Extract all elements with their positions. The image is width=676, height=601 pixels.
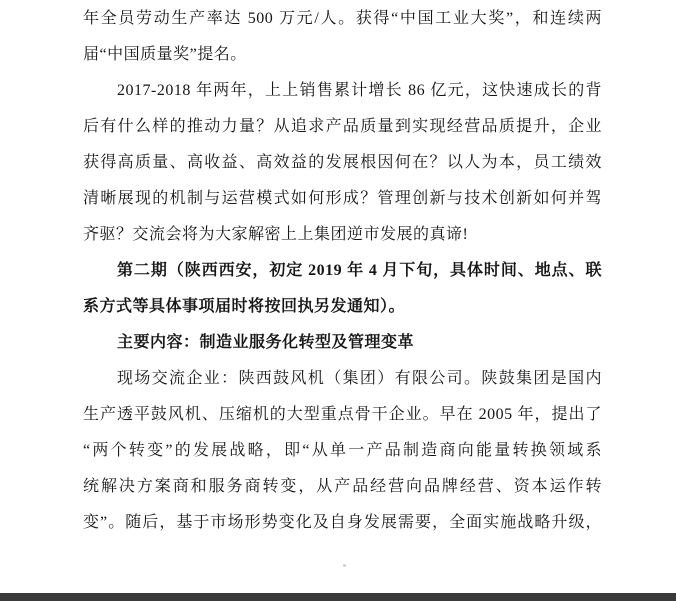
- document-text: [83, 1, 602, 541]
- text-line: 获得高质量、高收益、高效益的发展根因何在？以人为本，员工绩效: [83, 154, 602, 171]
- text-line: 年全员劳动生产率达 500 万元/人。获得“中国工业大奖”，和连续两: [83, 10, 602, 27]
- text-line: “两个转变”的发展战略，即“从单一产品制造商向能量转换领域系: [83, 442, 602, 459]
- window-bottom-bar: [0, 593, 676, 601]
- text-line: 系方式等具体事项届时将按回执另发通知）。: [83, 298, 406, 315]
- text-line: 统解决方案商和服务商转变，从产品经营向品牌经营、资本运作转: [83, 478, 602, 495]
- text-line: 变”。随后，基于市场形势变化及自身发展需要，全面实施战略升级，: [83, 514, 602, 531]
- text-line: 生产透平鼓风机、压缩机的大型重点骨干企业。早在 2005 年，提出了: [83, 406, 602, 423]
- text-line: 第二期（陕西西安，初定 2019 年 4 月下旬，具体时间、地点、联: [117, 262, 602, 279]
- text-line: 齐驱？交流会将为大家解密上上集团逆市发展的真谛!: [83, 226, 469, 243]
- page-speck: [343, 564, 346, 567]
- text-line: 2017-2018 年两年，上上销售累计增长 86 亿元，这快速成长的背: [117, 82, 602, 99]
- text-line: 届“中国质量奖”提名。: [83, 46, 247, 63]
- text-line: 主要内容：制造业服务化转型及管理变革: [117, 334, 415, 351]
- text-line: 清晰展现的机制与运营模式如何形成？管理创新与技术创新如何并驾: [83, 190, 602, 207]
- text-line: 后有什么样的推动力量？从追求产品质量到实现经营品质提升，企业: [83, 118, 602, 135]
- text-line: 现场交流企业：陕西鼓风机（集团）有限公司。陕鼓集团是国内: [117, 370, 602, 387]
